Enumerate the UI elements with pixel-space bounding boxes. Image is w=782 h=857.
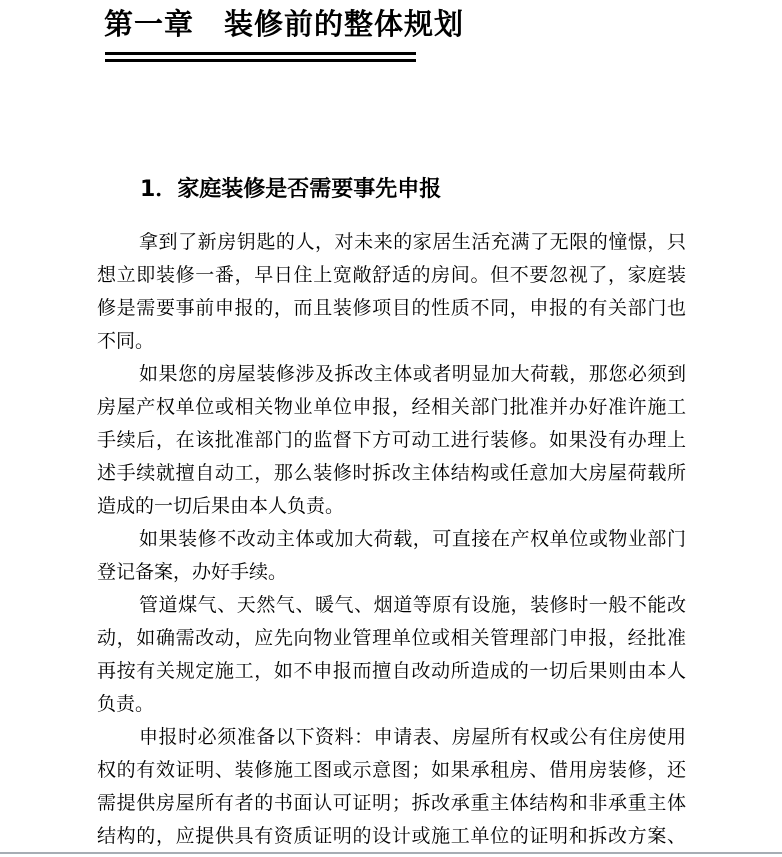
paragraph xyxy=(97,589,686,721)
text-line: 登记备案，办好手续。 xyxy=(97,561,288,583)
text-line: 需提供房屋所有者的书面认可证明；拆改承重主体结构和非承重主体 xyxy=(97,792,686,814)
chapter-title: 第一章 装修前的整体规划 xyxy=(104,7,465,41)
text-line: 动，如确需改动，应先向物业管理单位或相关管理部门申报，经批准 xyxy=(97,627,686,649)
section-heading: 1．家庭装修是否需要事先申报 xyxy=(140,177,442,202)
paragraph xyxy=(97,721,686,853)
page-bottom-boundary xyxy=(0,852,782,854)
text-line: 申报时必须准备以下资料：申请表、房屋所有权或公有住房使用 xyxy=(139,726,686,748)
text-line: 不同。 xyxy=(97,330,155,352)
text-line: 管道煤气、天然气、暖气、烟道等原有设施，装修时一般不能改 xyxy=(139,594,686,616)
text-line: 再按有关规定施工，如不申报而擅自改动所造成的一切后果则由本人 xyxy=(97,660,686,682)
text-line: 想立即装修一番，早日住上宽敞舒适的房间。但不要忽视了，家庭装 xyxy=(97,264,686,286)
text-line: 拿到了新房钥匙的人，对未来的家居生活充满了无限的憧憬，只 xyxy=(139,231,686,253)
text-line: 手续后，在该批准部门的监督下方可动工进行装修。如果没有办理上 xyxy=(97,429,686,451)
paragraph xyxy=(97,226,686,358)
text-line: 如果装修不改动主体或加大荷载，可直接在产权单位或物业部门 xyxy=(139,528,686,550)
text-line: 修是需要事前申报的，而且装修项目的性质不同，申报的有关部门也 xyxy=(97,297,686,319)
text-line: 房屋产权单位或相关物业单位申报，经相关部门批准并办好准许施工 xyxy=(97,396,686,418)
paragraph xyxy=(97,523,686,589)
text-line: 权的有效证明、装修施工图或示意图；如果承租房、借用房装修，还 xyxy=(97,759,686,781)
text-line: 造成的一切后果由本人负责。 xyxy=(97,495,345,517)
text-line: 结构的，应提供具有资质证明的设计或施工单位的证明和拆改方案、 xyxy=(97,825,686,847)
text-line: 述手续就擅自动工，那么装修时拆改主体结构或任意加大房屋荷载所 xyxy=(97,462,686,484)
text-line: 负责。 xyxy=(97,693,155,715)
text-line: 如果您的房屋装修涉及拆改主体或者明显加大荷载，那您必须到 xyxy=(139,363,686,385)
chapter-title-underline xyxy=(105,52,416,62)
paragraph xyxy=(97,358,686,523)
paragraphs-container xyxy=(97,226,686,853)
